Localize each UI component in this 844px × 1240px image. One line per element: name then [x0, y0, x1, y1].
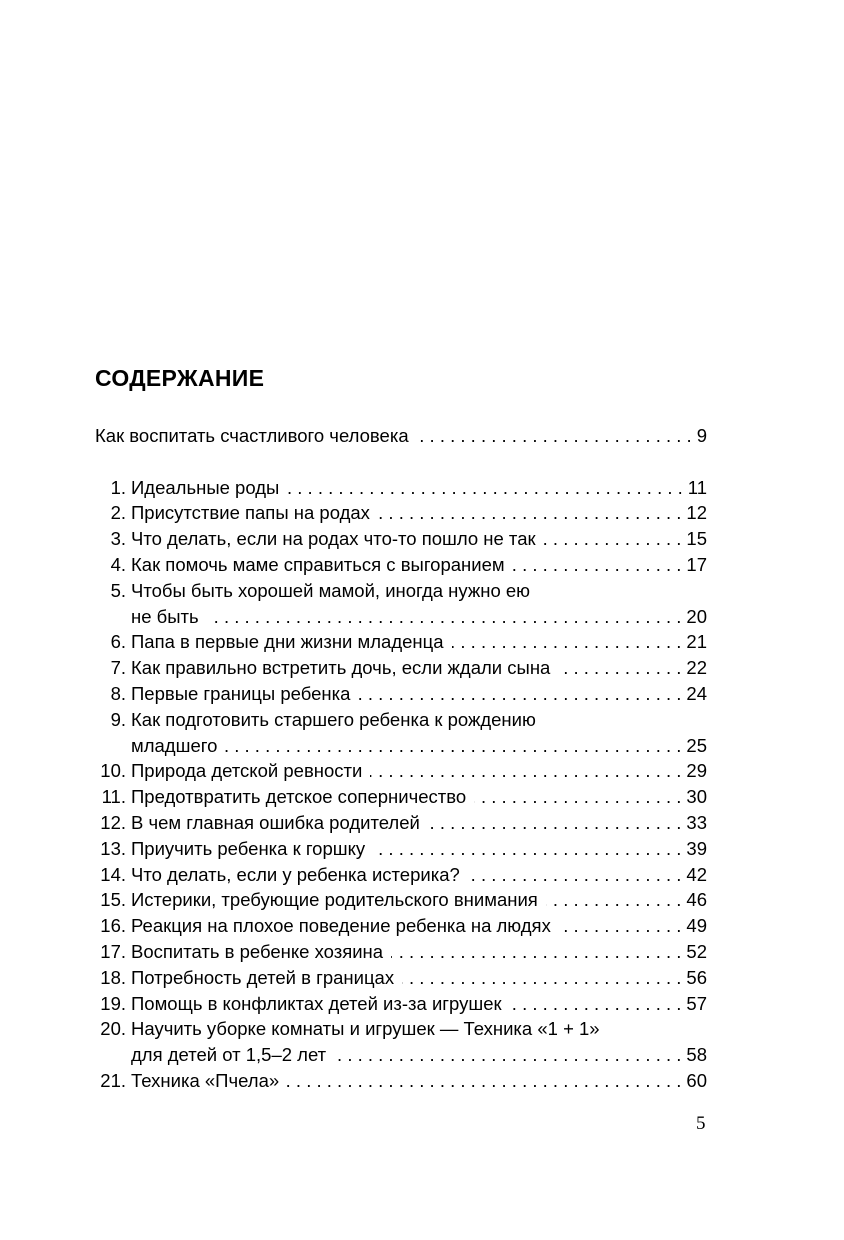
toc-entry-number: 18. [100, 966, 126, 988]
toc-entry[interactable] [95, 784, 707, 810]
toc-entry[interactable] [95, 991, 707, 1017]
toc-entry[interactable] [95, 887, 707, 913]
toc-entry-number: 11. [101, 786, 126, 808]
toc-entry-number: 13. [100, 837, 126, 859]
toc-entry-page: 60 [686, 1069, 707, 1091]
toc-entry-title: Техника «Пчела» [131, 1069, 280, 1091]
dot-leader [391, 939, 681, 965]
toc-entry-page: 52 [686, 940, 707, 962]
toc-entry[interactable] [95, 862, 707, 888]
toc-entry-page: 46 [686, 889, 707, 911]
dot-leader [334, 1042, 681, 1068]
toc-entry[interactable] [95, 913, 707, 939]
toc-entry-page: 21 [686, 631, 707, 653]
toc-entry-number: 9. [110, 708, 126, 730]
dot-leader [510, 991, 682, 1017]
dot-leader [452, 629, 682, 655]
toc-entry-title: Научить уборке комнаты и игрушек — Техника «1 + 1» [131, 1018, 600, 1040]
dot-leader [546, 887, 682, 913]
dot-leader [207, 604, 682, 630]
toc-entry-page: 42 [686, 863, 707, 885]
toc-entry[interactable] [95, 965, 707, 991]
dot-leader [513, 552, 682, 578]
toc-entry-number: 20. [100, 1018, 126, 1040]
toc-entry[interactable] [95, 475, 707, 501]
toc-entry-number: 16. [100, 915, 126, 937]
toc-entry[interactable] [95, 604, 707, 630]
toc-entry-title: Папа в первые дни жизни младенца [131, 631, 444, 653]
toc-entry-title: Реакция на плохое поведение ребенка на людях [131, 915, 551, 937]
toc-entry-page: 15 [686, 528, 707, 550]
toc-entry-page: 57 [686, 992, 707, 1014]
toc-entry-number: 1. [110, 476, 126, 498]
toc-entry[interactable] [95, 939, 707, 965]
page-number: 5 [696, 1113, 706, 1134]
toc-entry-number: 3. [110, 528, 126, 550]
toc-entry-page: 24 [686, 682, 707, 704]
toc-entry-title: Как правильно встретить дочь, если ждали сына [131, 657, 551, 679]
toc-entry-page: 20 [686, 605, 707, 627]
toc-entry[interactable] [95, 629, 707, 655]
toc-entry-title: Что делать, если на родах что-то пошло не так [131, 528, 536, 550]
toc-entry-number: 19. [100, 992, 126, 1014]
toc-entry-title: Как помочь маме справиться с выгоранием [131, 553, 505, 575]
toc-entry-page: 25 [686, 734, 707, 756]
toc-entry[interactable] [95, 655, 707, 681]
toc-entry-number: 21. [100, 1069, 126, 1091]
toc-entry-title: Воспитать в ребенке хозяина [131, 940, 384, 962]
toc-entry-page: 39 [686, 837, 707, 859]
toc-entry-number: 7. [110, 657, 126, 679]
toc-entry-title: Первые границы ребенка [131, 682, 351, 704]
toc-entry[interactable] [95, 810, 707, 836]
dot-leader [287, 1068, 681, 1094]
toc-entry-title: В чем главная ошибка родителей [131, 811, 420, 833]
dot-leader [428, 810, 682, 836]
toc-entry-title: Присутствие папы на родах [131, 502, 370, 524]
toc-entry-number: 17. [100, 940, 126, 962]
toc-entry-title: Идеальные роды [131, 476, 280, 498]
toc-entry-title: Как воспитать счастливого человека [95, 425, 409, 446]
toc-entry[interactable] [95, 758, 707, 784]
toc-heading: СОДЕРЖАНИЕ [95, 365, 265, 391]
toc-entry-page: 11 [687, 476, 707, 498]
toc-entry[interactable] [95, 1042, 707, 1068]
toc-entry-title: Как подготовить старшего ребенка к рождению [131, 708, 536, 730]
toc-entry-title: Истерики, требующие родительского внимания [131, 889, 538, 911]
dot-leader [225, 733, 681, 759]
toc-entry-page: 58 [686, 1044, 707, 1066]
toc-entry-title: младшего [131, 734, 218, 756]
toc-entry-number: 4. [110, 553, 126, 575]
toc-entry[interactable] [95, 707, 707, 733]
dot-leader [287, 475, 682, 501]
toc-entry[interactable] [95, 836, 707, 862]
toc-entry-page: 56 [686, 966, 707, 988]
toc-entry-number: 8. [110, 682, 126, 704]
dot-leader [558, 655, 681, 681]
toc-intro-entry[interactable] [95, 423, 707, 449]
chapter-list [95, 475, 707, 1094]
toc-entry-title: Помощь в конфликтах детей из-за игрушек [131, 992, 502, 1014]
dot-leader [378, 500, 682, 526]
toc-entry-title: Чтобы быть хорошей мамой, иногда нужно ею [131, 579, 531, 601]
toc-entry-page: 49 [686, 915, 707, 937]
toc-entry[interactable] [95, 500, 707, 526]
toc-entry-title: Предотвратить детское соперничество [131, 786, 467, 808]
toc-entry-page: 22 [686, 657, 707, 679]
toc-entry-page: 29 [686, 760, 707, 782]
dot-leader [474, 784, 681, 810]
toc-entry-page: 33 [686, 811, 707, 833]
toc-entry-title: Потребность детей в границах [131, 966, 395, 988]
toc-entry-page: 30 [686, 786, 707, 808]
toc-entry-page: 17 [686, 553, 707, 575]
toc-entry[interactable] [95, 1016, 707, 1042]
toc-entry-number: 14. [100, 863, 126, 885]
toc-entry[interactable] [95, 578, 707, 604]
toc-entry-title: Природа детской ревности [131, 760, 363, 782]
toc-entry-number: 5. [110, 579, 126, 601]
toc-entry[interactable] [95, 1068, 707, 1094]
dot-leader [402, 965, 681, 991]
toc-entry[interactable] [95, 526, 707, 552]
toc-entry-number: 15. [100, 889, 126, 911]
toc-entry-title: Приучить ребенка к горшку [131, 837, 366, 859]
dot-leader [373, 836, 681, 862]
toc-entry[interactable] [95, 733, 707, 759]
toc-entry-number: 6. [110, 631, 126, 653]
toc-entry-title: для детей от 1,5–2 лет [131, 1044, 327, 1066]
dot-leader [559, 913, 682, 939]
toc-entry-title: Что делать, если у ребенка истерика? [131, 863, 460, 885]
table-of-contents [95, 423, 707, 1094]
toc-entry-page: 9 [696, 425, 707, 446]
dot-leader [417, 423, 692, 449]
dot-leader [468, 862, 682, 888]
dot-leader [544, 526, 682, 552]
toc-entry[interactable] [95, 552, 707, 578]
dot-leader [370, 758, 681, 784]
dot-leader [358, 681, 681, 707]
toc-entry[interactable] [95, 681, 707, 707]
toc-entry-page: 12 [686, 502, 707, 524]
toc-entry-number: 2. [110, 502, 126, 524]
toc-entry-title: не быть [131, 605, 199, 627]
toc-entry-number: 10. [100, 760, 126, 782]
toc-entry-number: 12. [100, 811, 126, 833]
